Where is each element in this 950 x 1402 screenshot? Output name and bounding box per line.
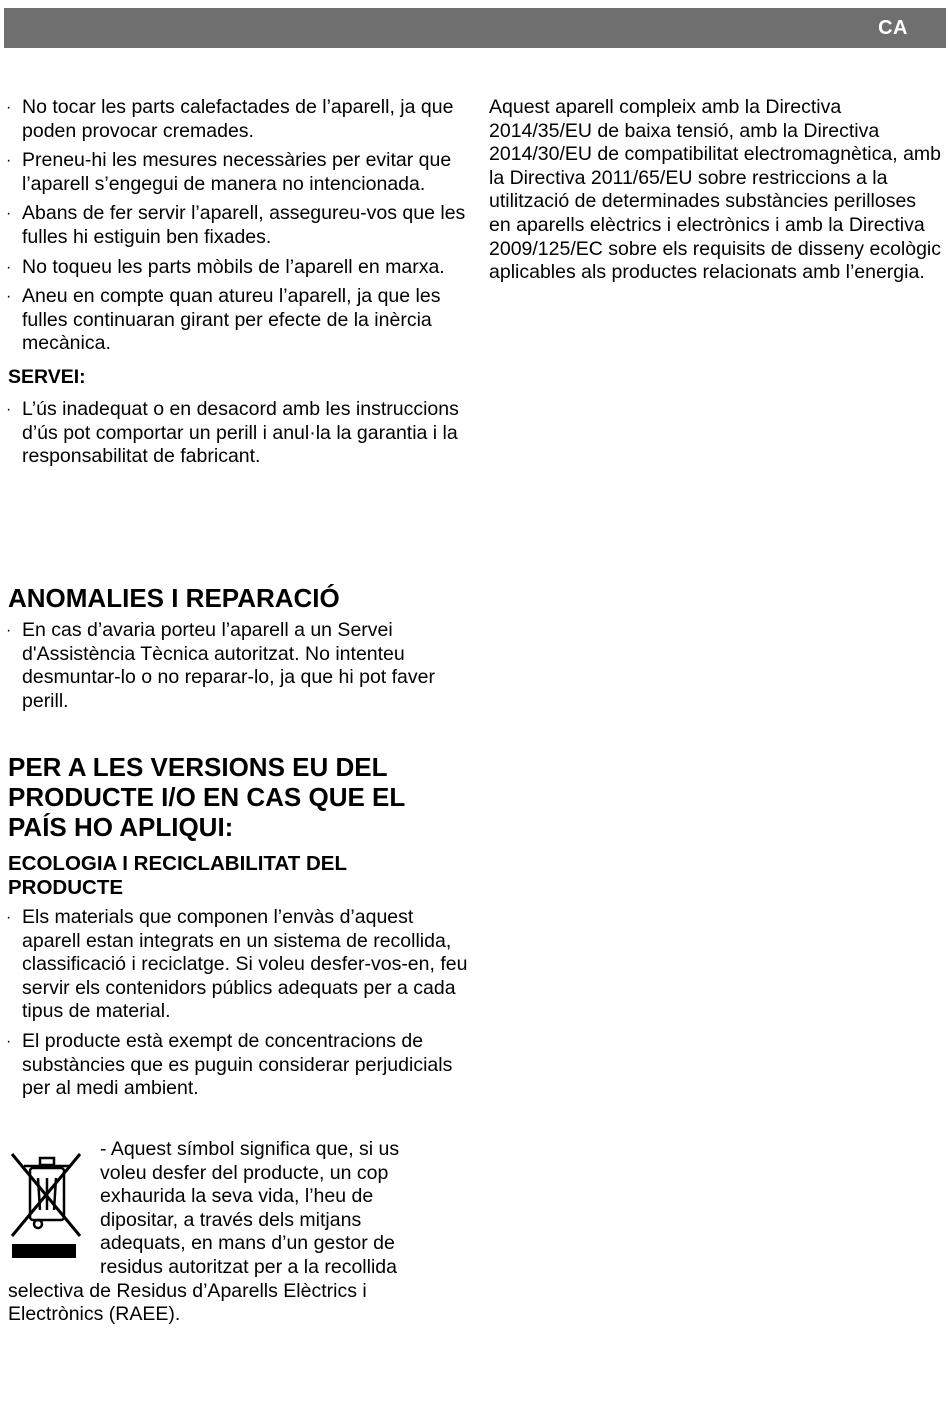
list-item: · Preneu-hi les mesures necessàries per evitar que l’aparell s’engegui de manera no intencionada.: [6, 149, 452, 195]
anomalies-section: [8, 583, 470, 719]
service-list: [8, 398, 470, 469]
bullet-dot: ·: [6, 622, 12, 639]
eu-versions-section: [8, 752, 470, 1107]
safety-list: [8, 96, 470, 356]
ecology-list: [8, 906, 470, 1101]
bullet-dot: ·: [6, 258, 12, 276]
header-bar: [4, 8, 946, 48]
bullet-dot: ·: [6, 288, 12, 306]
compliance-text: Aquest aparell compleix amb la Directiva 2014/35/EU de baixa tensió, amb la Directiva 2014/30/EU de compatibilitat electromagnètica, amb la Directiva 2011/65/EU sobre restriccions a la utilització de determinades substàncies perilloses en aparells elèctrics i electrònics i amb la Directiva 2009/125/EC sobre els requisits de disseny ecològic aplicables als productes relacionats amb l’energia.: [489, 96, 942, 284]
language-code: CA: [878, 17, 908, 39]
list-item: · Abans de fer servir l’aparell, assegureu-vos que les fulles hi estiguin ben fixades.: [6, 202, 466, 248]
eu-versions-title: PER A LES VERSIONS EU DEL PRODUCTE I/O EN CAS QUE EL PAÍS HO APLIQUI:: [8, 752, 406, 842]
bullet-dot: ·: [6, 99, 12, 116]
bullet-dot: ·: [6, 909, 12, 926]
bullet-dot: ·: [6, 400, 12, 418]
anomalies-title: ANOMALIES I REPARACIÓ: [8, 583, 340, 613]
right-column: [489, 96, 941, 285]
left-column: [8, 96, 470, 475]
list-item: · En cas d’avaria porteu l’aparell a un Servei d'Assistència Tècnica autoritzat. No intenteu desmuntar-lo o no reparar-lo, ja que hi pot faver perill.: [6, 619, 435, 712]
list-item: · L’ús inadequat o en desacord amb les instruccions d’ús pot comportar un perill i anul·la la garantia i la responsabilitat de fabricant.: [6, 397, 459, 468]
list-item: · Aneu en compte quan atureu l’aparell, ja que les fulles continuaran girant per efecte de la inèrcia mecànica.: [6, 285, 441, 355]
list-item: · Els materials que componen l’envàs d’aquest aparell estan integrats en un sistema de recollida, classificació i reciclatge. Si voleu desfer-vos-en, feu servir els contenidors públics adequats per a cada tipus de material.: [6, 906, 468, 1023]
list-item: · No tocar les parts calefactades de l’aparell, ja que poden provocar cremades.: [6, 96, 454, 142]
weee-text: - Aquest símbol significa que, si us voleu desfer del producte, un cop exhaurida la seva vida, l’heu de dipositar, a través dels mitjans adequats, en mans d’un gestor de residus autoritzat per a la recollida selectiva de Residus d’Aparells Elèctrics i Electrònics (RAEE).: [8, 1138, 400, 1326]
service-title: SERVEI:: [8, 365, 86, 388]
list-item: · El producte està exempt de concentracions de substàncies que es puguin considerar perjudicials per al medi ambient.: [6, 1029, 453, 1100]
bullet-dot: ·: [6, 205, 12, 223]
list-item: · No toqueu les parts mòbils de l’aparell en marxa.: [6, 255, 445, 278]
ecology-subtitle: ECOLOGIA I RECICLABILITAT DEL PRODUCTE: [8, 852, 347, 899]
bullet-dot: ·: [6, 152, 12, 170]
crossed-out-wheelie-bin-icon: [8, 1144, 84, 1262]
weee-section: [8, 1138, 438, 1327]
bullet-dot: ·: [6, 1032, 12, 1050]
anomalies-list: [8, 619, 470, 713]
